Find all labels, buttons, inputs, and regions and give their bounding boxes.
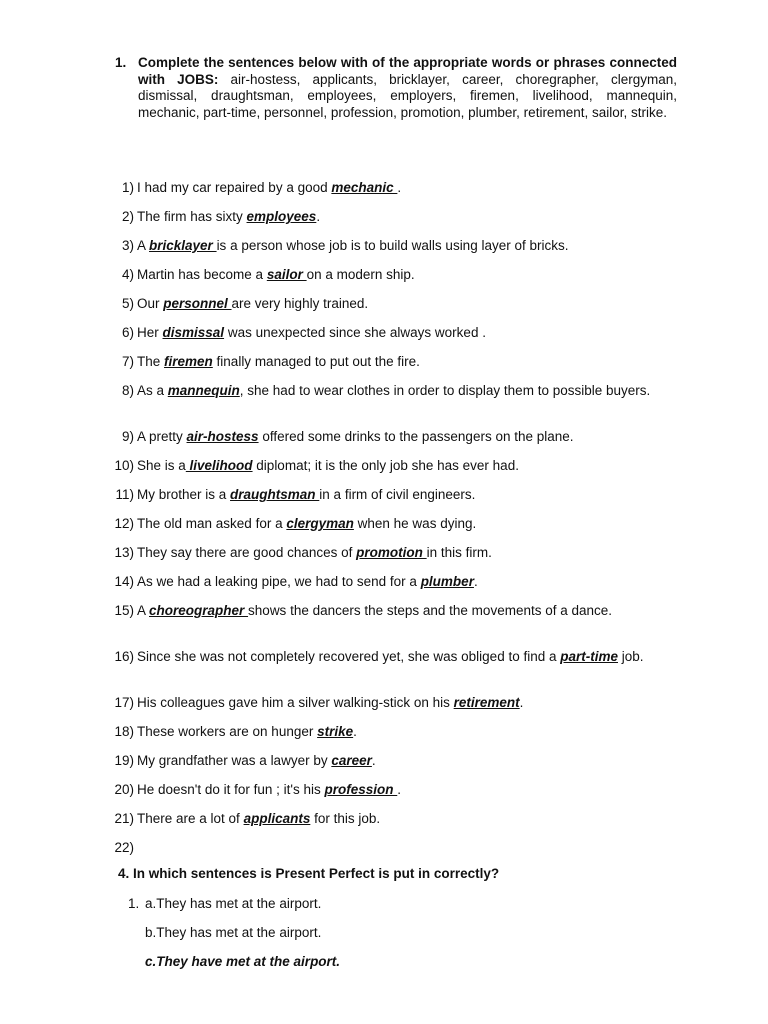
sentence-post: . <box>316 209 321 224</box>
sentence-pre: They say there are good chances of <box>137 545 357 560</box>
sentence-text <box>137 649 672 666</box>
sentence-text <box>137 811 672 828</box>
sentence-text <box>137 695 672 712</box>
sentence-number: 1) <box>121 180 134 195</box>
answer-word: draughtsman <box>230 487 320 502</box>
sentence-pre: There are a lot of <box>137 811 244 826</box>
sentence-number: 11) <box>115 487 134 502</box>
sentence-number: 8) <box>121 383 134 398</box>
sentence-text <box>137 603 672 620</box>
sentence-number: 10) <box>114 458 134 473</box>
sentence-number: 17) <box>114 695 134 710</box>
sentence-post: finally managed to put out the fire. <box>212 354 420 369</box>
option-a: a.They has met at the airport. <box>145 896 322 911</box>
answer-word: retirement <box>453 695 520 710</box>
sentence-text <box>137 238 672 255</box>
sentence-post: diplomat; it is the only job she has ever had. <box>252 458 519 473</box>
sentence-post: . <box>397 180 402 195</box>
sentence-text <box>137 267 672 284</box>
sentence-number: 18) <box>114 724 134 739</box>
sentence-pre: I had my car repaired by a good <box>137 180 332 195</box>
sentence-number: 3) <box>121 238 134 253</box>
answer-word: plumber <box>420 574 474 589</box>
sentence-pre: He doesn't do it for fun ; it's his <box>137 782 325 797</box>
answer-word: promotion <box>356 545 427 560</box>
sentence-post: on a modern ship. <box>306 267 415 282</box>
sentence-list <box>0 180 768 869</box>
sentence-number: 5) <box>121 296 134 311</box>
sentence-number: 20) <box>114 782 134 797</box>
sentence-item <box>0 695 768 724</box>
sentence-item <box>0 574 768 603</box>
answer-word: sailor <box>266 267 307 282</box>
option-b: b.They has met at the airport. <box>145 925 322 940</box>
exercise-instruction <box>138 55 677 121</box>
sentence-item <box>0 724 768 753</box>
sentence-post: . <box>519 695 524 710</box>
sentence-text <box>137 296 672 313</box>
sentence-text <box>137 782 672 799</box>
sentence-pre: Since she was not completely recovered yet, she was obliged to find a <box>137 649 561 664</box>
sentence-item <box>0 545 768 574</box>
sentence-number: 9) <box>121 429 134 444</box>
sentence-number: 16) <box>114 649 134 664</box>
sentence-text <box>137 383 672 400</box>
sentence-text <box>137 458 672 475</box>
answer-word: dismissal <box>162 325 225 340</box>
answer-word: employees <box>246 209 317 224</box>
exercise-number: 1. <box>115 55 127 70</box>
instruction-bold: Complete the sentences below with of the appropriate words or phrases connected with JOBS: <box>138 55 677 87</box>
sentence-post: are very highly trained. <box>231 296 369 311</box>
sentence-item <box>0 209 768 238</box>
sentence-item <box>0 753 768 782</box>
answer-word: air-hostess <box>186 429 259 444</box>
sentence-number: 21) <box>114 811 134 826</box>
sentence-number: 22) <box>114 840 134 855</box>
sentence-text <box>137 209 672 226</box>
sentence-pre: The firm has sixty <box>137 209 247 224</box>
answer-word: personnel <box>163 296 232 311</box>
option-c-correct: c.They have met at the airport. <box>145 954 341 969</box>
sentence-text <box>137 325 672 342</box>
answer-word: mechanic <box>331 180 398 195</box>
sentence-post: is a person whose job is to build walls using layer of bricks. <box>216 238 569 253</box>
exercise-4-title: 4. In which sentences is Present Perfect is put in correctly? <box>118 866 500 881</box>
sentence-post: in a firm of civil engineers. <box>319 487 476 502</box>
sentence-post: . <box>397 782 402 797</box>
sentence-pre: My brother is a <box>137 487 231 502</box>
sentence-text <box>137 354 672 371</box>
sentence-number: 4) <box>121 267 134 282</box>
sentence-item <box>0 354 768 383</box>
sentence-item <box>0 458 768 487</box>
sentence-pre: The <box>137 354 165 369</box>
sentence-item <box>0 811 768 840</box>
sentence-post: in this firm. <box>426 545 492 560</box>
sentence-text <box>137 753 672 770</box>
sentence-item <box>0 429 768 458</box>
sentence-pre: A <box>137 603 150 618</box>
answer-word: applicants <box>243 811 311 826</box>
sentence-pre: She is a <box>137 458 186 473</box>
sentence-post: . <box>353 724 357 739</box>
answer-word: profession <box>324 782 398 797</box>
sentence-pre: A <box>137 238 150 253</box>
sentence-pre: These workers are on hunger <box>137 724 318 739</box>
answer-word: part-time <box>560 649 618 664</box>
sentence-item <box>0 782 768 811</box>
sentence-number: 13) <box>114 545 134 560</box>
sentence-pre: My grandfather was a lawyer by <box>137 753 332 768</box>
exercise-1 <box>115 55 677 121</box>
sentence-item <box>0 603 768 649</box>
answer-word: strike <box>317 724 354 739</box>
sentence-text <box>137 180 672 197</box>
answer-word: livelihood <box>185 458 253 473</box>
sentence-post: when he was dying. <box>353 516 477 531</box>
sentence-number: 7) <box>121 354 134 369</box>
sentence-item <box>0 516 768 545</box>
sentence-item <box>0 383 768 429</box>
sentence-pre: Our <box>137 296 164 311</box>
sentence-post: . <box>371 753 376 768</box>
sentence-item <box>0 840 768 869</box>
sentence-pre: Her <box>137 325 163 340</box>
answer-word: mannequin <box>167 383 240 398</box>
sentence-pre: Martin has become a <box>137 267 267 282</box>
sentence-number: 19) <box>114 753 134 768</box>
sentence-text <box>137 516 672 533</box>
answer-word: choreographer <box>149 603 249 618</box>
sentence-post: . <box>473 574 478 589</box>
sentence-item <box>0 296 768 325</box>
sentence-item <box>0 325 768 354</box>
sentence-pre: A pretty <box>137 429 187 444</box>
sentence-post: was unexpected since she always worked . <box>224 325 486 340</box>
sentence-item <box>0 267 768 296</box>
sentence-pre: As a <box>137 383 168 398</box>
sentence-text <box>137 487 672 504</box>
sentence-pre: As we had a leaking pipe, we had to send for a <box>137 574 421 589</box>
sentence-pre: The old man asked for a <box>137 516 287 531</box>
question-1-number: 1. <box>128 896 140 911</box>
sentence-text <box>137 724 672 741</box>
sentence-number: 12) <box>114 516 134 531</box>
sentence-number: 6) <box>121 325 134 340</box>
sentence-post: shows the dancers the steps and the movements of a dance. <box>248 603 613 618</box>
word-list: air-hostess, applicants, bricklayer, career, choregrapher, clergyman, dismissal, draughtsman, employees, employers, firemen, livelihood, mannequin, mechanic, part-time, personnel, profession, promotion, plumber, retirement, sailor, strike. <box>138 71 677 120</box>
sentence-item <box>0 180 768 209</box>
sentence-text <box>137 574 672 591</box>
sentence-number: 14) <box>114 574 134 589</box>
sentence-number: 2) <box>121 209 134 224</box>
answer-word: career <box>331 753 372 768</box>
answer-word: firemen <box>164 354 213 369</box>
sentence-number: 15) <box>114 603 134 618</box>
sentence-pre: His colleagues gave him a silver walking-stick on his <box>137 695 454 710</box>
sentence-item <box>0 649 768 695</box>
sentence-text <box>137 429 672 446</box>
answer-word: clergyman <box>286 516 354 531</box>
answer-word: bricklayer <box>149 238 217 253</box>
sentence-item <box>0 487 768 516</box>
sentence-post: , she had to wear clothes in order to display them to possible buyers. <box>239 383 651 398</box>
sentence-post: job. <box>618 649 644 664</box>
sentence-post: offered some drinks to the passengers on the plane. <box>258 429 574 444</box>
sentence-text <box>137 545 672 562</box>
sentence-item <box>0 238 768 267</box>
sentence-post: for this job. <box>310 811 381 826</box>
